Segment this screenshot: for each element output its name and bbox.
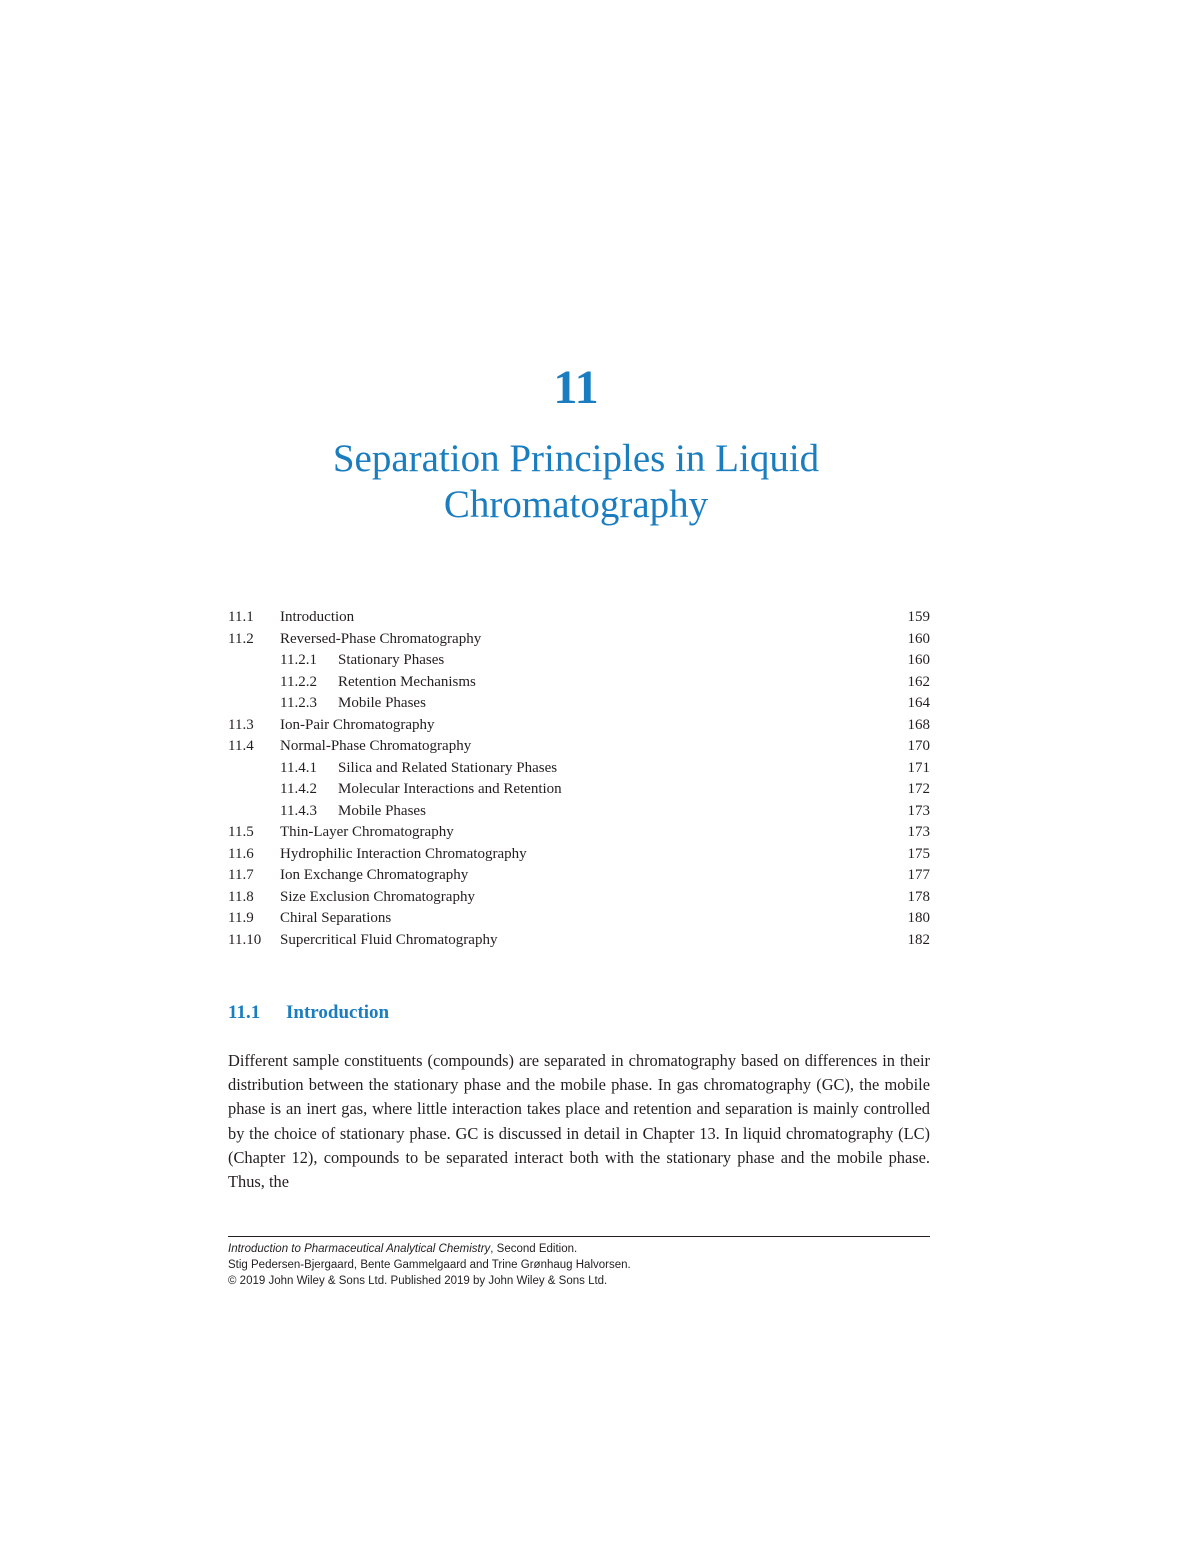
toc-entry-page: 173 (907, 802, 930, 819)
toc-entry (228, 693, 932, 715)
toc-entry-label: Supercritical Fluid Chromatography (280, 931, 498, 948)
toc-entry-page: 160 (907, 652, 930, 668)
footnote-copyright: © 2019 John Wiley & Sons Ltd. Published 2019 by John Wiley & Sons Ltd. (228, 1275, 608, 1287)
chapter-title-line-1: Separation Principles in Liquid (332, 437, 820, 480)
toc-entry-label: Thin-Layer Chromatography (280, 824, 454, 840)
body-paragraph: Different sample constituents (compounds) are separated in chromatography based on differences in their distribution between the stationary phase and the mobile phase. In gas chromatography (GC), the mobile phase is an inert gas, where little interaction takes place and retention and separation is mainly controlled by the choice of stationary phase. GC is discussed in detail in Chapter 13. In liquid chromatography (LC) (Chapter 12), compounds to be separated interact both with the stationary phase and the mobile phase. Thus, the (228, 1051, 930, 1192)
chapter-title (0, 436, 1152, 528)
chapter-title-line-2: Chromatography (443, 483, 709, 526)
toc-entry (228, 672, 932, 694)
toc-entry-label: Stationary Phases (338, 652, 445, 668)
chapter-table-of-contents (228, 607, 932, 951)
toc-entry (228, 844, 932, 866)
section-number: 11.1 (228, 1002, 261, 1023)
toc-entry-page: 172 (907, 781, 930, 797)
toc-entry-page: 162 (907, 673, 930, 690)
toc-entry-page: 175 (907, 845, 930, 862)
section-heading (228, 1000, 389, 1026)
book-edition: , Second Edition. (490, 1243, 578, 1255)
toc-entry-label: Ion Exchange Chromatography (280, 867, 469, 883)
toc-entry (228, 715, 932, 737)
toc-entry (228, 865, 932, 887)
toc-entry-number: 11.2.2 (280, 673, 317, 690)
toc-entry-number: 11.2.3 (280, 695, 317, 711)
toc-entry-number: 11.4.2 (280, 781, 317, 797)
toc-entry-number: 11.4.1 (280, 759, 317, 776)
toc-entry-number: 11.9 (228, 910, 254, 926)
toc-entry (228, 887, 932, 909)
toc-entry (228, 629, 932, 651)
section-title: Introduction (286, 1002, 390, 1023)
toc-entry-number: 11.5 (228, 824, 254, 840)
copyright-footnote (228, 1241, 930, 1289)
toc-entry-label: Hydrophilic Interaction Chromatography (280, 845, 527, 862)
toc-entry-label: Size Exclusion Chromatography (280, 888, 475, 905)
footnote-authors: Stig Pedersen-Bjergaard, Bente Gammelgaard and Trine Grønhaug Halvorsen. (228, 1259, 631, 1271)
toc-entry (228, 736, 932, 758)
toc-entry-page: 171 (907, 759, 930, 776)
toc-entry-label: Chiral Separations (280, 910, 392, 926)
toc-entry-number: 11.2 (228, 630, 254, 647)
toc-entry-page: 159 (907, 609, 930, 625)
toc-entry (228, 908, 932, 930)
toc-entry-label: Molecular Interactions and Retention (338, 781, 562, 797)
toc-entry-page: 160 (907, 630, 930, 647)
toc-entry (228, 607, 932, 629)
toc-entry-label: Mobile Phases (338, 802, 426, 819)
toc-entry-label: Mobile Phases (338, 695, 426, 711)
toc-entry-label: Reversed-Phase Chromatography (280, 630, 482, 647)
toc-entry-number: 11.7 (228, 867, 254, 883)
toc-entry-page: 173 (907, 824, 930, 840)
toc-entry (228, 822, 932, 844)
book-title: Introduction to Pharmaceutical Analytical Chemistry (228, 1243, 491, 1255)
toc-entry-number: 11.4 (228, 738, 254, 754)
toc-entry-page: 178 (907, 888, 930, 905)
toc-entry-number: 11.10 (228, 931, 262, 948)
toc-entry-page: 180 (907, 910, 930, 926)
toc-entry-number: 11.6 (228, 845, 254, 862)
chapter-number: 11 (553, 361, 599, 414)
footnote-divider (228, 1236, 930, 1237)
footnote-book-line (228, 1241, 930, 1257)
toc-entry-label: Ion-Pair Chromatography (280, 716, 435, 733)
toc-entry-number: 11.1 (228, 609, 254, 625)
toc-entry-number: 11.8 (228, 888, 254, 905)
toc-entry (228, 801, 932, 823)
toc-entry-number: 11.4.3 (280, 802, 317, 819)
toc-entry (228, 650, 932, 672)
toc-entry-page: 168 (907, 716, 930, 733)
toc-entry-label: Silica and Related Stationary Phases (338, 759, 558, 776)
toc-entry-page: 182 (907, 931, 930, 948)
toc-entry-page: 164 (907, 695, 930, 711)
toc-entry (228, 758, 932, 780)
toc-entry-label: Introduction (280, 609, 355, 625)
toc-entry (228, 930, 932, 952)
toc-entry-label: Normal-Phase Chromatography (280, 738, 472, 754)
toc-entry-number: 11.3 (228, 716, 254, 733)
toc-entry-label: Retention Mechanisms (338, 673, 476, 690)
toc-entry-number: 11.2.1 (280, 652, 317, 668)
toc-entry-page: 177 (907, 867, 930, 883)
toc-entry (228, 779, 932, 801)
toc-entry-page: 170 (907, 738, 930, 754)
